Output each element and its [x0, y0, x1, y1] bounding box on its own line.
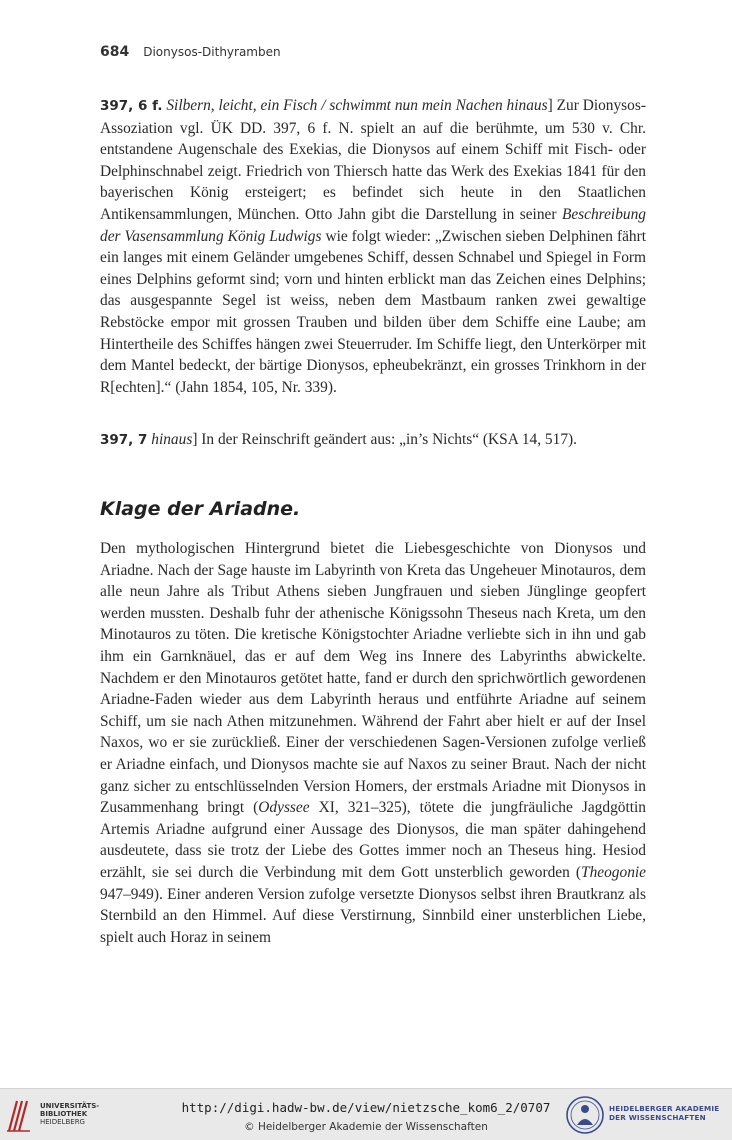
work-title: Beschreibung der Vasensammlung König Ludwigs	[100, 205, 646, 245]
note-reference: 397, 6 f.	[100, 98, 163, 114]
section-body	[100, 538, 646, 948]
ub-name-line-2: BIBLIOTHEK	[40, 1110, 88, 1118]
work-title: Theogonie	[581, 863, 646, 881]
note-lemma: hinaus	[151, 431, 193, 448]
permalink[interactable]: http://digi.hadw-bw.de/view/nietzsche_kom6_2/0707	[181, 1100, 551, 1115]
commentary-note-1	[100, 95, 646, 398]
paragraph-text-continued: XI, 321–325), tötete die jungfräuliche Jagdgöttin Artemis Ariadne aufgrund einer Aussage des Dionysos, die man später dahingehend ausdeutete, dass sie trotz der Liebe des Gottes immer noch an Theseus hing. Hesiod erzählt, sie sei durch die Verbindung mit dem Gott unsterblich geworden (	[100, 799, 646, 881]
paragraph-text: Den mythologischen Hintergrund bietet die Liebesgeschichte von Dionysos und Ariadne. Nach der Sage hauste im Labyrinth von Kreta das Ungeheuer Minotauros, dem alle neun Jahre als Tribut Athens sieben Jungfrauen und sieben Jünglinge geopfert werden mussten. Deshalb fuhr der athenische Königssohn Theseus nach Kreta, um den Minotauros zu töten. Die kretische Königstochter Ariadne verliebte sich in ihn und gab ihm ein Garnknäuel, das er auf dem Weg ins Innere des Labyrinths abwickelte. Nachdem er den Minotauros getötet hatte, fand er durch den sprichwörtlich gewordenen Ariadne-Faden wieder aus dem Labyrinth heraus und entführte Ariadne auf seinem Schiff, um sie nach Athen mitzunehmen. Während der Fahrt aber hielt er auf der Insel Naxos, wo er sie zurückließ. Einer der verschiedenen Sagen-Versionen zufolge verließ er Ariadne einfach, und Dionysos machte sie auf Naxos zu seiner Braut. Nach der nicht ganz sicher zu entschlüsselnden Version Homers, der erstmals Ariadne mit Dionysos in Zusammenhang bringt (	[100, 540, 646, 817]
work-title: Odyssee	[258, 799, 310, 817]
copyright-notice: © Heidelberger Akademie der Wissenschaften	[244, 1121, 488, 1133]
section-heading: Klage der Ariadne.	[100, 498, 301, 520]
commentary-note-2	[100, 429, 646, 452]
paragraph-text-end: 947–949). Einer anderen Version zufolge versetzte Dionysos selbst ihren Brautkranz als Sternbild an den Himmel. Auf diese Verstirnung, Sinnbild einer unsterblichen Liebe, spielt auch Horaz in seinem	[100, 885, 646, 946]
academy-name-line-1: HEIDELBERGER AKADEMIE	[609, 1104, 720, 1113]
ub-name-line-3: HEIDELBERG	[40, 1118, 85, 1126]
academy-logo[interactable]	[565, 1093, 730, 1137]
note-text-continued: wie folgt wieder: „Zwischen sieben Delphinen fährt ein langes mit einem Geländer umgebenes Schiff, dessen Schnabel und Spiegel in Form eines Delphins geformt sind; vorn und hinten erblickt man das Zeichen eines Delphins; das ausgespannte Segel ist weiss, neben dem Mastbaum ranken zwei gewaltige Rebstöcke empor mit grossen Trauben und bilden über dem Schiffe eine Laube; am Hintertheile des Schiffes hängen zwei Steuerruder. Im Schiffe liegt, den Unterkörper mit dem Mantel bedeckt, der bärtige Dionysos, epheubekränzt, ein grosses Trinkhorn in der R[echten].“ (Jahn 1854, 105, Nr. 339).	[100, 227, 646, 396]
running-head	[100, 44, 281, 60]
ub-name-line-1: UNIVERSITÄTS-	[40, 1102, 100, 1110]
note-text: ] In der Reinschrift geändert aus: „in’s Nichts“ (KSA 14, 517).	[192, 431, 577, 448]
running-title: Dionysos-Dithyramben	[143, 45, 281, 59]
academy-seal-icon	[565, 1095, 605, 1135]
note-lemma: Silbern, leicht, ein Fisch / schwimmt nun mein Nachen hinaus	[166, 97, 548, 114]
academy-name-line-2: DER WISSENSCHAFTEN	[609, 1113, 706, 1122]
viewer-footer	[0, 1088, 732, 1140]
page-number: 684	[100, 44, 130, 60]
note-reference: 397, 7	[100, 432, 148, 448]
note-text: ] Zur Dionysos-Assoziation vgl. ÜK DD. 397, 6 f. N. spielt an auf die berühmte, um 530 v. Chr. entstandene Augenschale des Exekias, die Dionysos auf einem Schiff mit Fisch- oder Delphinschnabel zeigt. Friedrich von Thiersch hatte das Werk des Exekias 1841 für den bayerischen König ersteigert; es befindet sich heute in den Staatlichen Antikensammlungen, München. Otto Jahn gibt die Darstellung in seiner	[100, 97, 646, 223]
